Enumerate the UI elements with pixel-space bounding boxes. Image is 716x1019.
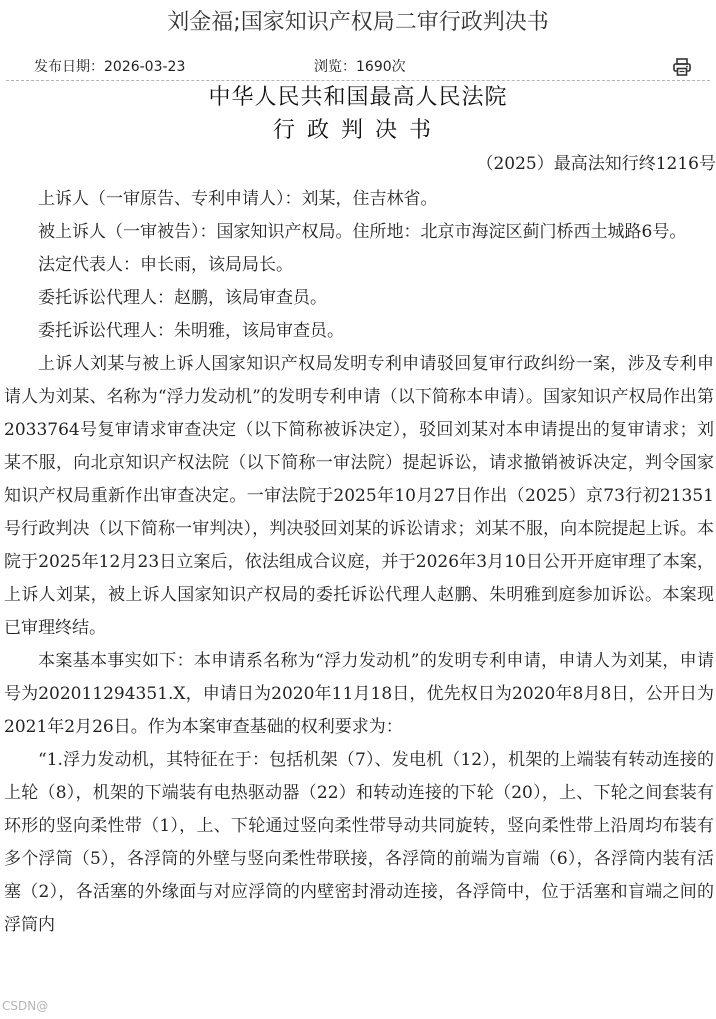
document-type: 行政判决书 xyxy=(272,118,443,143)
judgment-body xyxy=(4,183,714,942)
appellant-paragraph: 上诉人（一审原告、专利申请人）：刘某，住吉林省。 xyxy=(38,189,438,209)
appellee-paragraph: 被上诉人（一审被告）：国家知识产权局。住所地：北京市海淀区蓟门桥西土城路6号。 xyxy=(38,222,687,242)
court-name: 中华人民共和国最高人民法院 xyxy=(208,85,508,110)
basic-facts-paragraph: 本案基本事实如下：本申请系名称为“浮力发动机”的发明专利申请，申请人为刘某，申请号为202011294351.X，申请日为2020年11月18日，优先权日为2020年8月8日，公开日为2021年2月26日。作为本案审查基础的权利要求为： xyxy=(4,651,714,737)
publish-date: 发布日期：2026-03-23 xyxy=(34,59,186,75)
case-number: （2025）最高法知行终1216号 xyxy=(476,154,716,174)
meta-bar xyxy=(0,54,716,80)
print-button[interactable] xyxy=(672,57,692,77)
printer-icon xyxy=(672,57,692,77)
agent-paragraph: 委托诉讼代理人：赵鹏，该局审查员。 xyxy=(38,288,327,308)
view-count: 浏览：1690次 xyxy=(314,59,406,75)
case-history-paragraph: 上诉人刘某与被上诉人国家知识产权局发明专利申请驳回复审行政纠纷一案，涉及专利申请人为刘某、名称为“浮力发动机”的发明专利申请（以下简称本申请）。国家知识产权局作出第2033764号复审请求审查决定（以下简称被诉决定），驳回刘某对本申请提出的复审请求；刘某不服，向北京知识产权法院（以下简称一审法院）提起诉讼，请求撤销被诉决定，判令国家知识产权局重新作出审查决定。一审法院于2025年10月27日作出（2025）京73行初21351号行政判决（以下简称一审判决），判决驳回刘某的诉讼请求；刘某不服，向本院提起上诉。本院于2025年12月23日立案后，依法组成合议庭，并于2026年3月10日公开开庭审理了本案，上诉人刘某，被上诉人国家知识产权局的委托诉讼代理人赵鹏、朱明雅到庭参加诉讼。本案现已审理终结。 xyxy=(4,354,714,638)
page-title: 刘金福;国家知识产权局二审行政判决书 xyxy=(167,10,549,35)
legal-representative-paragraph: 法定代表人：申长雨，该局局长。 xyxy=(38,255,293,275)
claim-paragraph: “1.浮力发动机，其特征在于：包括机架（7）、发电机（12），机架的上端装有转动连接的上轮（8），机架的下端装有电热驱动器（22）和转动连接的下轮（20），上、下轮之间套装有环形的竖向柔性带（1），上、下轮通过竖向柔性带导动共同旋转，竖向柔性带上沿周均布装有多个浮筒（5），各浮筒的外壁与竖向柔性带联接，各浮筒的前端为盲端（6），各浮筒内装有活塞（2），各活塞的外缘面与对应浮筒的内壁密封滑动连接，各浮筒中，位于活塞和盲端之间的浮筒内 xyxy=(4,750,714,935)
watermark: CSDN@ xyxy=(2,999,49,1013)
header-divider xyxy=(6,80,710,81)
agent-paragraph: 委托诉讼代理人：朱明雅，该局审查员。 xyxy=(38,321,344,341)
